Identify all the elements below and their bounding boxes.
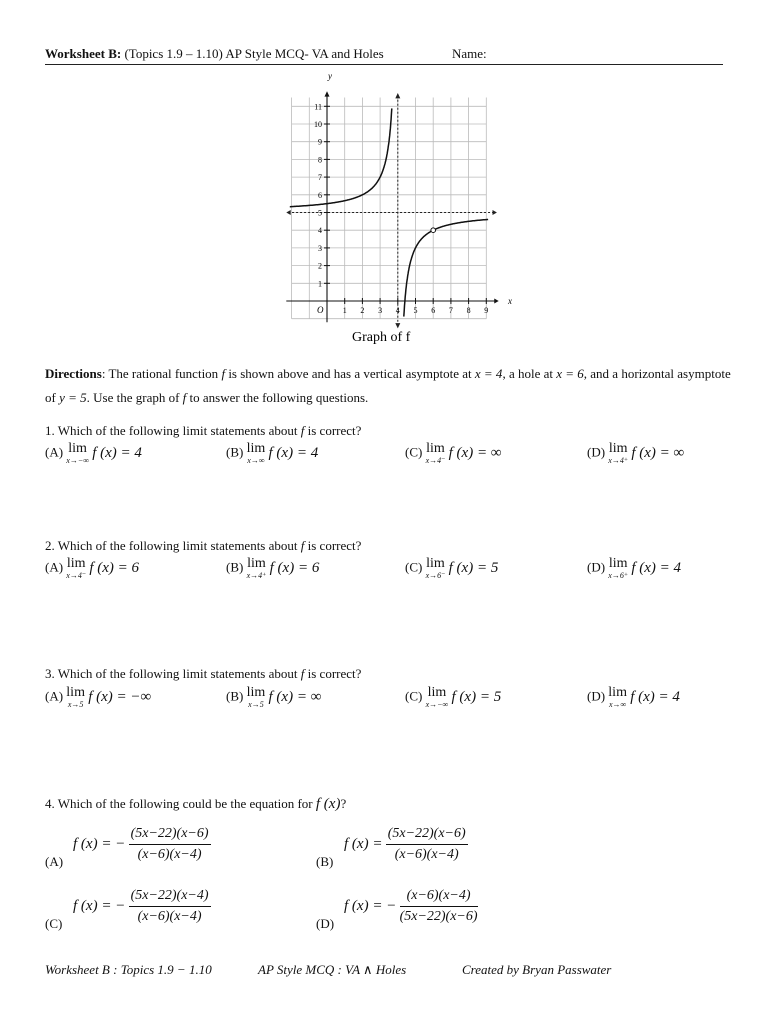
question-stem: 2. Which of the following limit statements about [45, 538, 298, 553]
y-tick-label: 3 [318, 243, 322, 253]
limit-subscript: x→5 [67, 700, 84, 709]
option-fraction [386, 824, 468, 865]
vertical-asymptote-value: x = 4 [474, 366, 503, 381]
worksheet-title-bold: Worksheet B: [45, 46, 122, 61]
question-stem: 4. Which of the following could be the equation for [45, 796, 313, 811]
function-symbol: f [300, 666, 305, 681]
lim-word: lim [66, 685, 85, 700]
option-letter: (C) [405, 444, 423, 460]
limit-notation [608, 686, 627, 709]
lim-word: lim [246, 441, 266, 456]
y-tick-label: 4 [318, 226, 322, 236]
footer-right: Created by Bryan Passwater [462, 962, 612, 977]
option-expression: f (x) = 5 [451, 689, 502, 705]
fraction-numerator: (5x−22)(x−6) [129, 824, 211, 845]
q3-option-a[interactable] [45, 686, 151, 709]
option-letter: (D) [587, 559, 606, 575]
option-letter: (A) [45, 854, 64, 869]
limit-notation [426, 442, 446, 465]
option-fraction [400, 886, 478, 927]
question-tail: is correct? [307, 423, 362, 438]
lim-word: lim [246, 685, 266, 700]
question-tail: is correct? [307, 538, 362, 553]
y-tick-label: 11 [314, 102, 322, 112]
option-fraction [129, 886, 211, 927]
directions-text-6: to answer the following questions. [186, 390, 369, 405]
lim-word: lim [426, 441, 445, 456]
name-label: Name: [452, 46, 487, 61]
directions-text-2: is shown above and has a vertical asymptote at [225, 366, 475, 381]
lim-word: lim [427, 685, 447, 700]
y-tick-label: 1 [318, 279, 322, 289]
question-1-stem [45, 423, 361, 439]
y-tick-label: 8 [318, 155, 322, 165]
question-stem: 3. Which of the following limit statements about [45, 666, 298, 681]
limit-notation [66, 686, 85, 709]
lim-word: lim [608, 441, 628, 456]
lim-word: lim [247, 556, 266, 571]
limit-subscript: x→6⁺ [608, 571, 629, 580]
y-tick-label: 6 [318, 190, 322, 200]
x-tick-label: 7 [448, 306, 453, 315]
limit-notation [426, 557, 446, 580]
q1-option-d[interactable] [587, 442, 684, 465]
limit-subscript: x→6⁻ [425, 571, 446, 580]
limit-notation [66, 557, 86, 580]
option-expression: f (x) = 4 [268, 445, 319, 461]
lim-word: lim [608, 685, 627, 700]
fraction-numerator: (5x−22)(x−6) [386, 824, 468, 845]
option-expression: f (x) = ∞ [448, 445, 502, 461]
worksheet-header [45, 46, 487, 62]
limit-subscript: x→4⁺ [608, 456, 629, 465]
x-tick-label: 8 [466, 306, 471, 315]
option-letter: (B) [226, 444, 244, 460]
option-letter: (A) [45, 559, 64, 575]
limit-notation [247, 557, 267, 580]
question-4-stem [45, 796, 346, 813]
footer-left: Worksheet B : Topics 1.9 − 1.10 [45, 962, 212, 977]
asymptote-arrow [395, 93, 400, 98]
directions-text-5: . Use the graph of [86, 390, 183, 405]
x-tick-label: 6 [431, 306, 436, 315]
option-expression: f (x) = 6 [89, 560, 140, 576]
limit-subscript: x→−∞ [425, 700, 449, 709]
footer [45, 962, 612, 978]
y-axis-label: y [328, 71, 332, 81]
question-3-stem [45, 666, 361, 682]
option-letter: (C) [405, 559, 423, 575]
option-letter: (D) [316, 916, 335, 931]
fraction-denominator: (x−6)(x−4) [394, 847, 459, 862]
option-fraction [129, 824, 211, 865]
option-expression: f (x) = ∞ [631, 445, 685, 461]
limit-notation [247, 686, 266, 709]
y-tick-label: 7 [318, 173, 322, 183]
lim-word: lim [66, 556, 86, 571]
x-tick-label: 3 [378, 306, 383, 315]
limit-subscript: x→4⁻ [66, 571, 87, 580]
limit-subscript: x→−∞ [66, 456, 89, 465]
option-letter: (B) [226, 688, 244, 704]
option-letter: (C) [405, 688, 423, 704]
option-letter: (C) [45, 916, 63, 931]
directions [45, 362, 735, 410]
graph-caption: Graph of f [352, 330, 411, 345]
q1-option-b[interactable] [226, 442, 318, 465]
horizontal-asymptote-value: y = 5 [59, 390, 87, 405]
left-branch [290, 108, 392, 206]
limit-subscript: x→∞ [247, 456, 265, 465]
question-tail: is correct? [307, 666, 362, 681]
q1-option-a[interactable] [45, 442, 142, 465]
y-tick-label: 2 [318, 261, 322, 271]
x-tick-label: 2 [360, 306, 365, 315]
asymptote-arrow [286, 210, 290, 215]
graph-of-f [270, 70, 520, 350]
directions-text-1: : The rational function [101, 366, 222, 381]
option-expression: f (x) = 4 [630, 689, 680, 705]
y-axis-arrow [325, 91, 330, 96]
option-expression: f (x) = 6 [269, 560, 320, 576]
q3-option-b[interactable] [226, 686, 321, 709]
origin-label: O [317, 305, 324, 315]
fraction-denominator: (x−6)(x−4) [137, 847, 202, 862]
function-symbol: f [300, 423, 305, 438]
option-letter: (D) [587, 688, 606, 704]
limit-notation [608, 557, 628, 580]
limit-subscript: x→∞ [609, 700, 627, 709]
lim-word: lim [426, 556, 445, 571]
x-tick-label: 1 [342, 306, 347, 315]
x-axis-arrow [494, 299, 498, 304]
x-tick-label: 9 [484, 306, 489, 315]
fraction-numerator: (x−6)(x−4) [400, 886, 478, 907]
q2-option-a[interactable] [45, 557, 139, 580]
footer-middle: AP Style MCQ : VA ∧ Holes [258, 962, 407, 977]
asymptote-arrow [492, 210, 496, 215]
hole-value: x = 6 [556, 366, 584, 381]
asymptote-arrow [395, 323, 400, 328]
question-stem: 1. Which of the following limit statements about [45, 423, 298, 438]
q3-option-c[interactable] [405, 686, 501, 709]
limit-subscript: x→4⁻ [425, 456, 446, 465]
option-lhs: f (x) = − [73, 898, 126, 914]
option-expression: f (x) = 5 [448, 560, 499, 576]
limit-subscript: x→5 [248, 700, 264, 709]
q3-option-d[interactable] [587, 686, 680, 709]
x-tick-label: 4 [395, 306, 400, 315]
lim-word: lim [608, 556, 628, 571]
fraction-denominator: (5x−22)(x−6) [399, 909, 478, 924]
limit-notation [426, 686, 449, 709]
y-tick-label: 5 [318, 208, 322, 218]
option-letter: (A) [45, 444, 64, 460]
directions-text-4: , and a horizontal asymptote of [45, 366, 731, 405]
option-letter: (B) [226, 559, 244, 575]
q2-option-b[interactable] [226, 557, 319, 580]
limit-notation [608, 442, 628, 465]
option-expression: f (x) = 4 [92, 445, 142, 461]
function-symbol: f [300, 538, 305, 553]
option-expression: f (x) = −∞ [88, 689, 152, 705]
question-mark: ? [340, 796, 347, 811]
y-tick-label: 10 [314, 120, 322, 129]
fraction-numerator: (5x−22)(x−4) [129, 886, 211, 907]
hole-marker [431, 228, 436, 233]
question-function: f (x) [315, 796, 341, 812]
option-expression: f (x) = 4 [631, 560, 682, 576]
limit-notation [66, 442, 89, 465]
y-tick-label: 9 [318, 137, 322, 147]
q1-option-c[interactable] [405, 442, 502, 465]
lim-word: lim [68, 441, 87, 456]
fraction-denominator: (x−6)(x−4) [137, 909, 202, 924]
directions-label: Directions [45, 366, 102, 381]
x-axis-label: x [508, 296, 512, 306]
limit-notation [247, 442, 266, 465]
option-letter: (B) [316, 854, 334, 869]
x-tick-label: 5 [413, 306, 418, 315]
q2-option-d[interactable] [587, 557, 681, 580]
function-symbol: f [182, 390, 187, 405]
option-expression: f (x) = ∞ [268, 689, 322, 705]
question-2-stem [45, 538, 361, 554]
directions-text-3: , a hole at [502, 366, 557, 381]
function-symbol: f [221, 366, 226, 381]
option-lhs: f (x) = − [344, 898, 397, 914]
header-rule [45, 64, 723, 65]
option-lhs: f (x) = [344, 836, 383, 852]
limit-subscript: x→4⁺ [246, 571, 267, 580]
option-lhs: f (x) = − [73, 836, 126, 852]
q2-option-c[interactable] [405, 557, 498, 580]
right-branch [404, 219, 488, 316]
option-letter: (D) [587, 444, 606, 460]
option-letter: (A) [45, 688, 64, 704]
worksheet-title: (Topics 1.9 – 1.10) AP Style MCQ- VA and Holes [121, 46, 384, 61]
